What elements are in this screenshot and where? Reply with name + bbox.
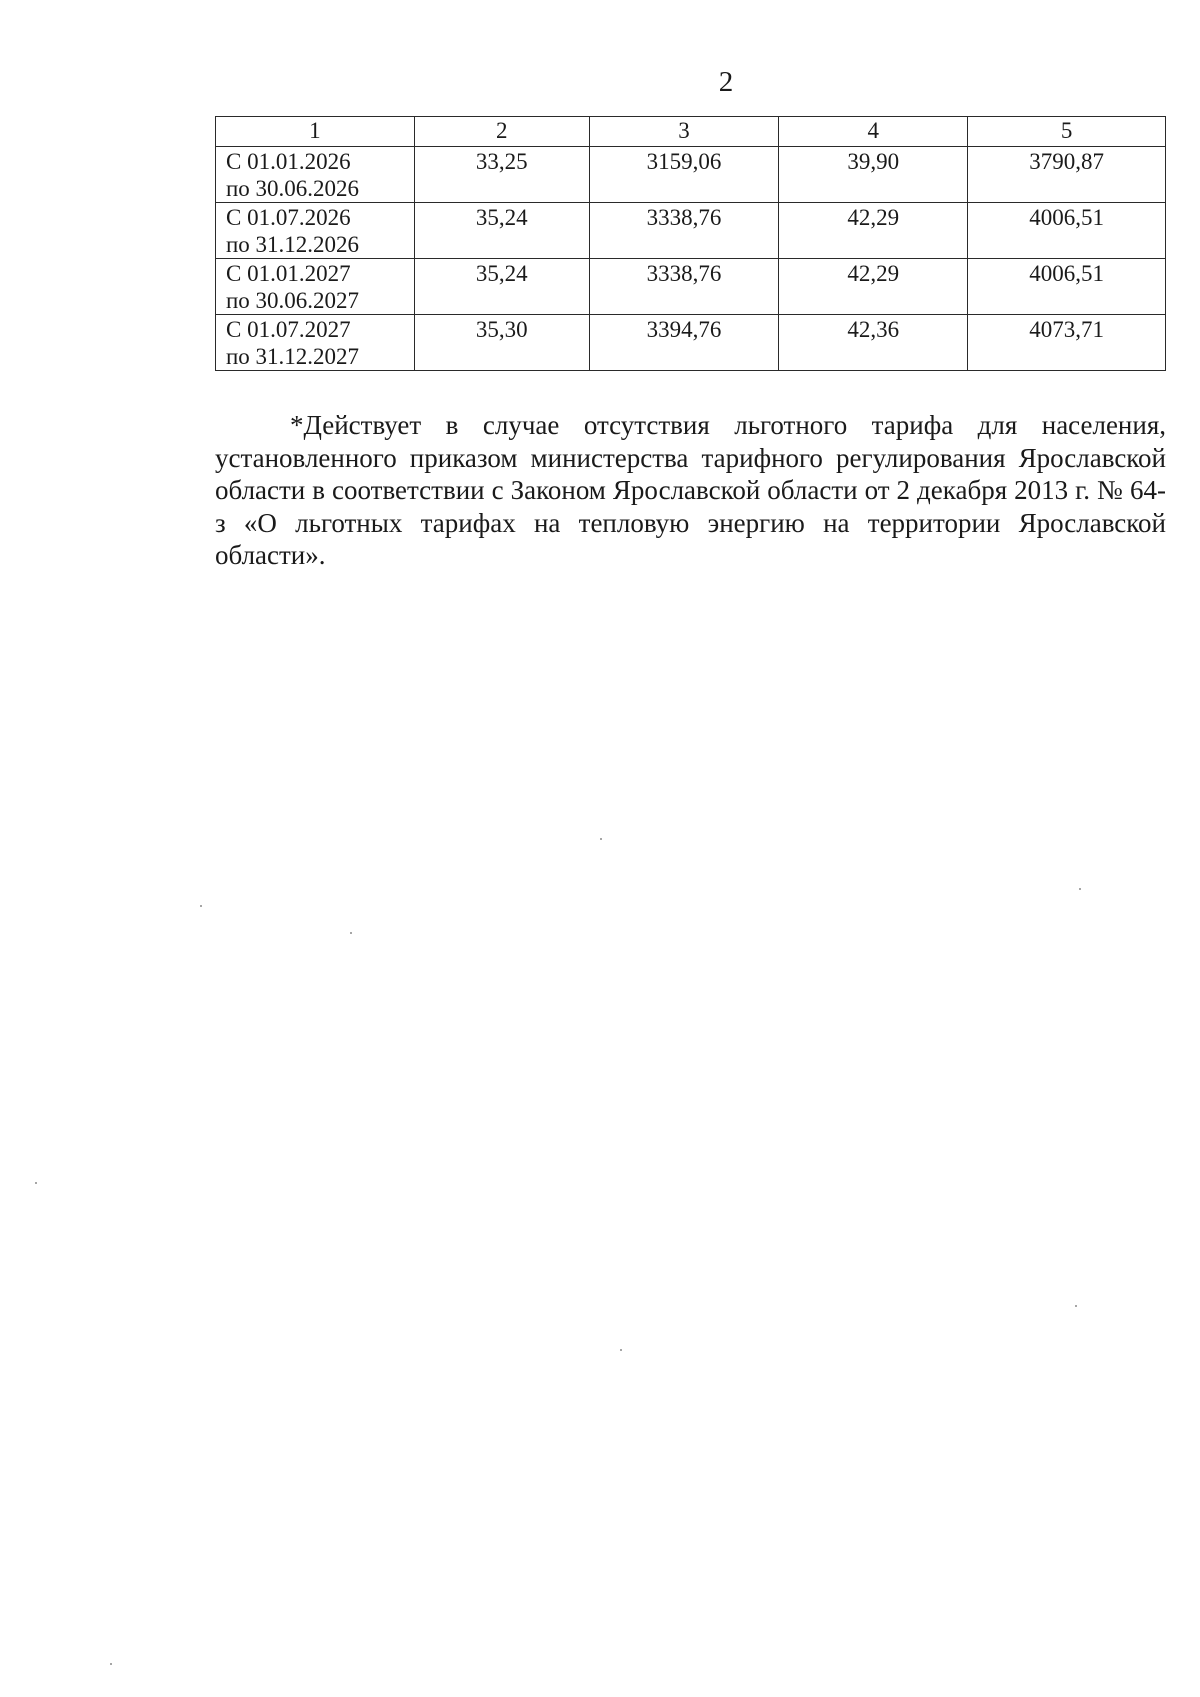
table-row xyxy=(216,147,1166,203)
table-cell: 33,25 xyxy=(414,147,589,203)
table-row xyxy=(216,315,1166,371)
table-cell: 3394,76 xyxy=(589,315,779,371)
table-cell: 39,90 xyxy=(779,147,968,203)
period-from: С 01.07.2027 xyxy=(226,317,351,342)
table-cell: 3338,76 xyxy=(589,259,779,315)
tariff-table xyxy=(215,116,1166,371)
period-to: по 30.06.2027 xyxy=(226,288,360,313)
table-cell: 42,36 xyxy=(779,315,968,371)
table-cell: 35,30 xyxy=(414,315,589,371)
table-row xyxy=(216,203,1166,259)
table-cell: 4073,71 xyxy=(968,315,1166,371)
period-cell xyxy=(216,259,415,315)
table-cell: 4006,51 xyxy=(968,203,1166,259)
column-header: 2 xyxy=(414,117,589,147)
period-cell xyxy=(216,315,415,371)
table-cell: 4006,51 xyxy=(968,259,1166,315)
table-cell: 3338,76 xyxy=(589,203,779,259)
footnote-paragraph: *Действует в случае отсутствия льготного тарифа для населения, установленного приказом министерства тарифного регулирования Ярославской области в соответствии с Законом Ярославской области от 2 декабря 2013 г. № 64-з «О льготных тарифах на тепловую энергию на территории Ярославской области». xyxy=(215,410,1166,570)
table-cell: 42,29 xyxy=(779,203,968,259)
table-cell: 3159,06 xyxy=(589,147,779,203)
column-header: 5 xyxy=(968,117,1166,147)
period-cell xyxy=(216,203,415,259)
column-header: 4 xyxy=(779,117,968,147)
scan-speck xyxy=(1079,888,1081,890)
table-row xyxy=(216,259,1166,315)
table-header-row xyxy=(216,117,1166,147)
period-from: С 01.01.2027 xyxy=(226,261,351,286)
table-cell: 42,29 xyxy=(779,259,968,315)
period-to: по 31.12.2027 xyxy=(226,344,360,369)
scan-speck xyxy=(350,932,352,934)
period-from: С 01.01.2026 xyxy=(226,149,351,174)
scan-speck xyxy=(35,1182,37,1184)
page-number: 2 xyxy=(718,66,734,98)
period-from: С 01.07.2026 xyxy=(226,205,351,230)
column-header: 1 xyxy=(216,117,415,147)
table-cell: 35,24 xyxy=(414,259,589,315)
scan-speck xyxy=(200,905,202,907)
scan-speck xyxy=(110,1663,112,1665)
period-cell xyxy=(216,147,415,203)
period-to: по 31.12.2026 xyxy=(226,232,360,257)
scan-speck xyxy=(620,1349,622,1351)
table-cell: 35,24 xyxy=(414,203,589,259)
column-header: 3 xyxy=(589,117,779,147)
period-to: по 30.06.2026 xyxy=(226,176,360,201)
table-cell: 3790,87 xyxy=(968,147,1166,203)
scan-speck xyxy=(600,838,602,840)
scan-speck xyxy=(1075,1305,1077,1307)
